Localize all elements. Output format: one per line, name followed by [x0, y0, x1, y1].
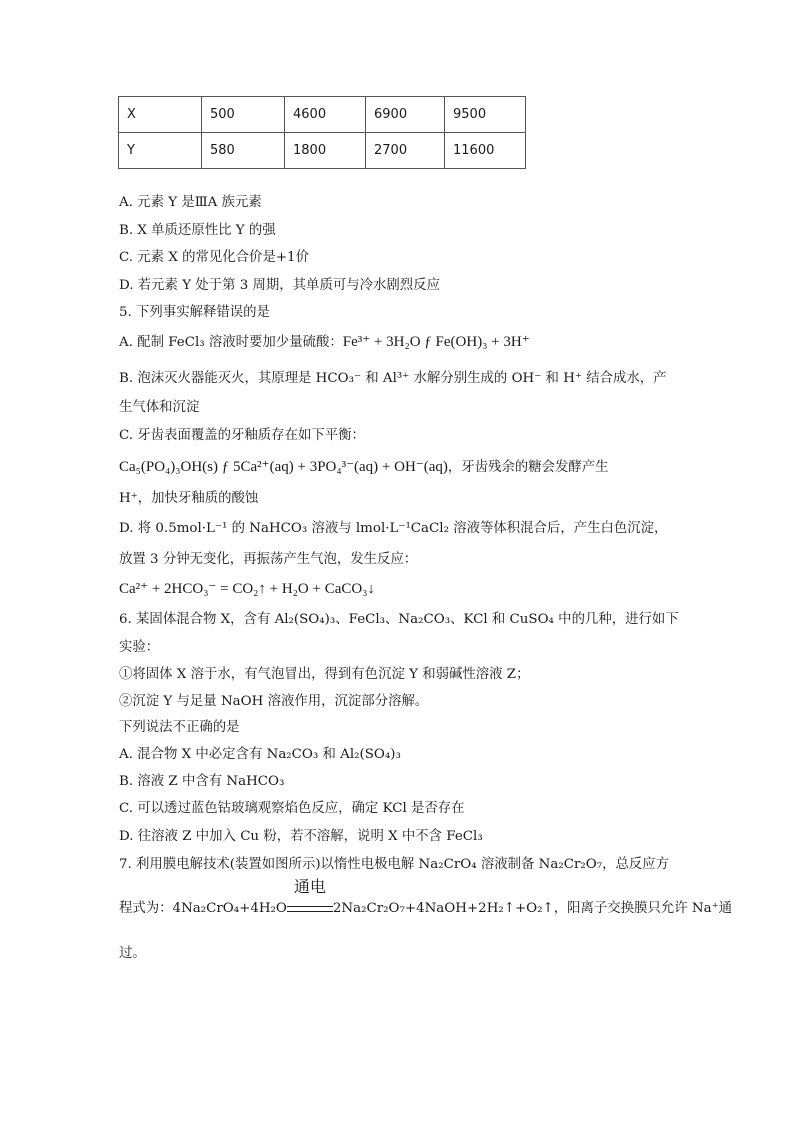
q5-option-c-equation: Ca₅(PO₄)₃OH(s) ƒ 5Ca²⁺(aq) + 3PO₄³⁻(aq) + OH⁻(aq) — [119, 459, 448, 475]
q7-condition-label: 通电 — [293, 877, 326, 896]
q5-option-c-line2 — [119, 457, 609, 478]
q5-option-c-line1: C. 牙齿表面覆盖的牙釉质存在如下平衡： — [119, 428, 365, 443]
q6-option-d: D. 往溶液 Z 中加入 Cu 粉，若不溶解，说明 X 中不含 FeCl₃ — [119, 829, 483, 844]
table-cell: 2700 — [366, 133, 445, 169]
table-cell: 11600 — [445, 133, 526, 169]
table-cell: 6900 — [366, 97, 445, 133]
q5-stem: 5. 下列事实解释错误的是 — [119, 305, 270, 320]
q4-option-b: B. X 单质还原性比 Y 的强 — [119, 223, 276, 238]
q5-option-d-line1: D. 将 0.5mol·L⁻¹ 的 NaHCO₃ 溶液与 lmol·L⁻¹CaCl₂ 溶液等体积混合后，产生白色沉淀， — [119, 521, 668, 536]
q6-option-c: C. 可以透过蓝色钴玻璃观察焰色反应，确定 KCl 是否存在 — [119, 801, 465, 816]
table-row — [119, 97, 526, 133]
q5-option-b-line1: B. 泡沫灭火器能灭火，其原理是 HCO₃⁻ 和 Al³⁺ 水解分别生成的 OH⁻ 和 H⁺ 结合成水，产 — [119, 371, 667, 386]
q6-stem-line1: 6. 某固体混合物 X，含有 Al₂(SO₄)₃、FeCl₃、Na₂CO₃、KCl 和 CuSO₄ 中的几种，进行如下 — [119, 612, 679, 627]
table-cell: 580 — [202, 133, 285, 169]
q4-option-d: D. 若元素 Y 处于第 3 周期，其单质可与冷水剧烈反应 — [119, 278, 440, 293]
q7-line1: 7. 利用膜电解技术(装置如图所示)以惰性电极电解 Na₂CrO₄ 溶液制备 Na₂Cr₂O₇，总反应方 — [119, 857, 670, 872]
table-cell: 9500 — [445, 97, 526, 133]
q6-option-a: A. 混合物 X 中必定含有 Na₂CO₃ 和 Al₂(SO₄)₃ — [119, 747, 401, 762]
q7-equation-left: 程式为：4Na₂CrO₄+4H₂O — [119, 901, 287, 916]
table-cell: 4600 — [285, 97, 366, 133]
q4-option-c: C. 元素 X 的常见化合价是+1价 — [119, 250, 309, 265]
q5-option-a-text: A. 配制 FeCl₃ 溶液时要加少量硫酸： — [119, 335, 343, 350]
equals-arrow-icon — [287, 906, 333, 912]
q6-step-1: ①将固体 X 溶于水，有气泡冒出，得到有色沉淀 Y 和弱碱性溶液 Z； — [119, 667, 530, 682]
q5-option-c-line3: H⁺，加快牙釉质的酸蚀 — [119, 491, 259, 506]
q4-option-a: A. 元素 Y 是ⅢA 族元素 — [119, 195, 262, 210]
q5-option-d-line2: 放置 3 分钟无变化，再振荡产生气泡，发生反应： — [119, 552, 418, 567]
table-row — [119, 133, 526, 169]
q7-line2 — [119, 877, 733, 919]
ionization-energy-table — [118, 96, 526, 169]
table-cell: X — [119, 97, 202, 133]
q7-line3: 过。 — [119, 946, 146, 961]
q7-condition-arrow — [287, 877, 333, 919]
table-cell: 1800 — [285, 133, 366, 169]
q6-option-b: B. 溶液 Z 中含有 NaHCO₃ — [119, 774, 285, 789]
q5-option-b-line2: 生气体和沉淀 — [119, 400, 200, 415]
q5-option-d-equation: Ca²⁺ + 2HCO₃⁻ = CO₂↑ + H₂O + CaCO₃↓ — [119, 581, 375, 597]
q6-step-2: ②沉淀 Y 与足量 NaOH 溶液作用，沉淀部分溶解。 — [119, 694, 429, 709]
table-cell: 500 — [202, 97, 285, 133]
q7-equation-right: 2Na₂Cr₂O₇+4NaOH+2H₂↑+O₂↑，阳离子交换膜只允许 Na⁺通 — [332, 901, 733, 916]
q5-option-a — [119, 332, 530, 353]
q5-option-c-tail: ，牙齿残余的糖会发酵产生 — [447, 460, 609, 475]
q5-option-a-equation: Fe³⁺ + 3H₂O ƒ Fe(OH)₃ + 3H⁺ — [342, 334, 530, 350]
table-cell: Y — [119, 133, 202, 169]
q6-stem-line2: 实验： — [119, 640, 160, 655]
q6-ask: 下列说法不正确的是 — [119, 720, 240, 735]
